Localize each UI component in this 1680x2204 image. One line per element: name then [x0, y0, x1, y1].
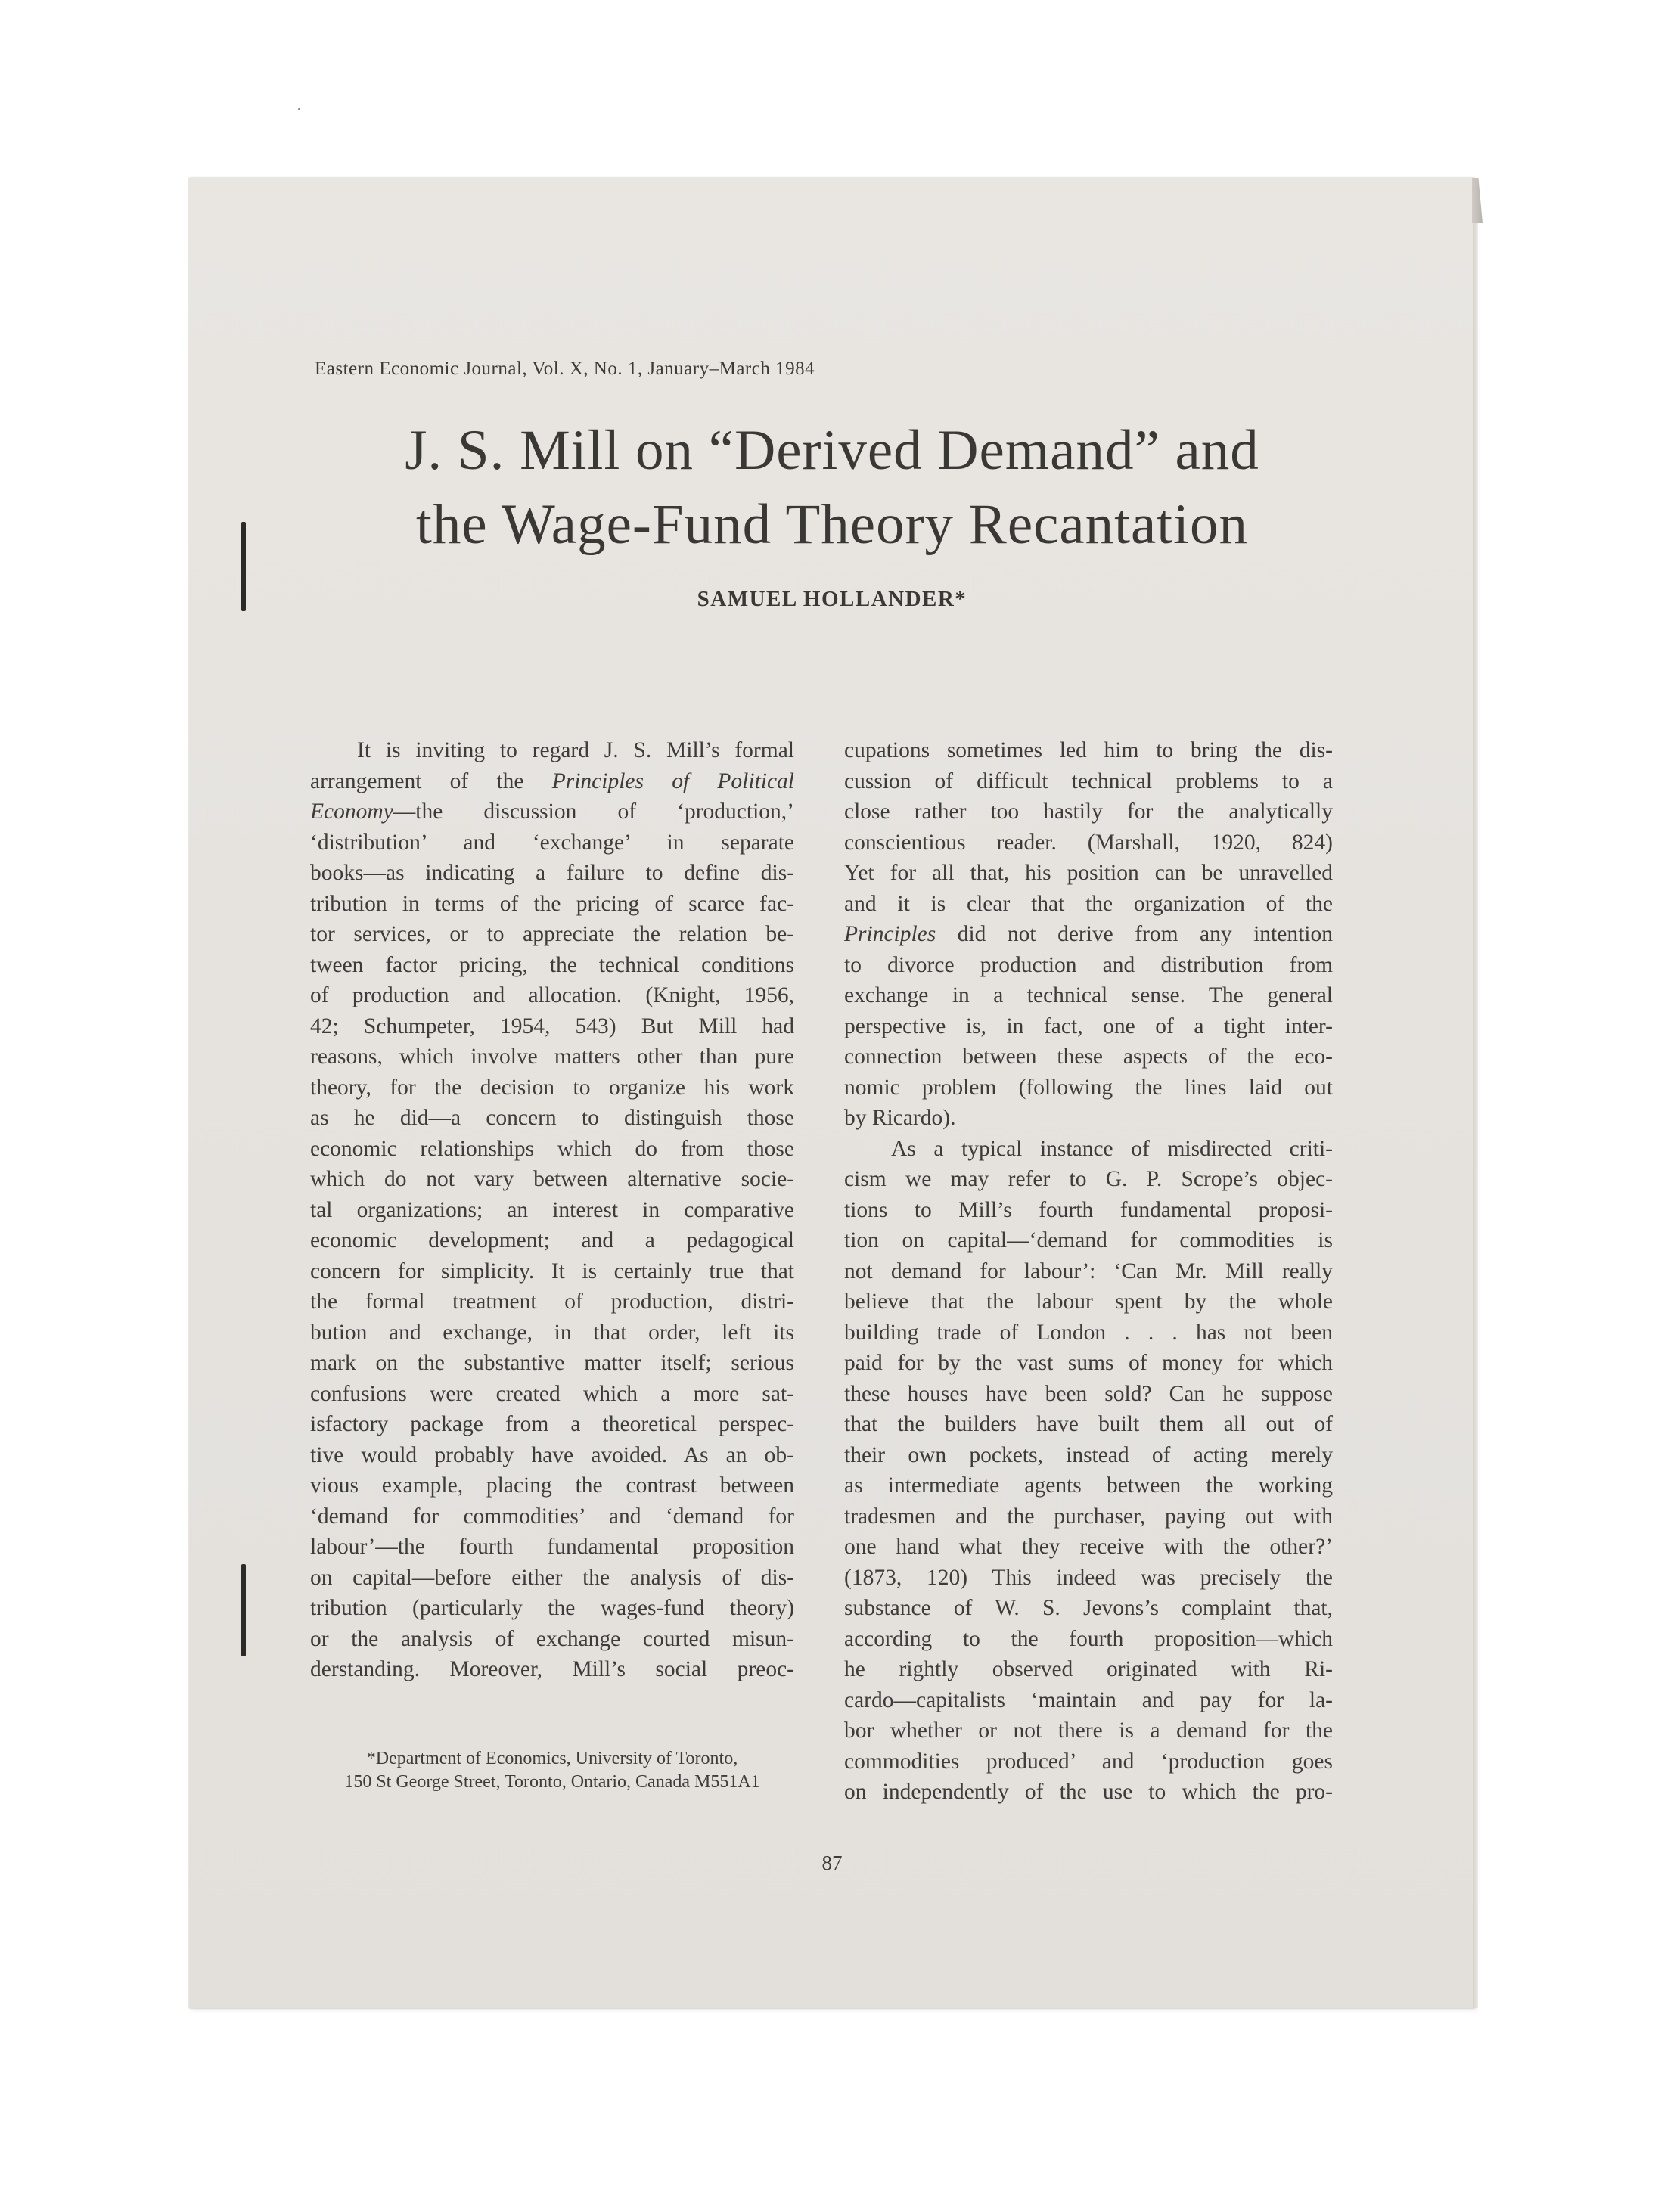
text-line: Economy—the discussion of ‘production,’ [310, 799, 794, 824]
text-line: tions to Mill’s fourth fundamental proposi- [844, 1197, 1333, 1222]
text-line: conscientious reader. (Marshall, 1920, 824) [844, 830, 1333, 855]
text-line: As a typical instance of misdirected criti- [891, 1136, 1333, 1161]
footnote-line: 150 St George Street, Toronto, Ontario, Canada M551A1 [344, 1772, 760, 1792]
text-line: according to the fourth proposition—which [844, 1626, 1333, 1651]
text-line: commodities produced’ and ‘production goes [844, 1749, 1333, 1774]
text-line: vious example, placing the contrast between [310, 1473, 794, 1498]
text-line: (1873, 120) This indeed was precisely the [844, 1565, 1333, 1590]
text-line: perspective is, in fact, one of a tight inter- [844, 1014, 1333, 1038]
text-line: Yet for all that, his position can be unravelled [844, 861, 1333, 885]
text-line: Principles did not derive from any intention [844, 922, 1333, 946]
text-line: exchange in a technical sense. The general [844, 983, 1333, 1007]
text-line: labour’—the fourth fundamental proposition [310, 1535, 794, 1559]
text-line: these houses have been sold? Can he suppose [844, 1381, 1333, 1406]
text-line: on independently of the use to which the pro- [844, 1780, 1333, 1804]
text-line: tribution in terms of the pricing of scarce fac- [310, 891, 794, 916]
text-line: close rather too hastily for the analytically [844, 799, 1333, 824]
left-column [310, 735, 794, 1685]
text-line: concern for simplicity. It is certainly true that [310, 1259, 794, 1284]
text-line: on capital—before either the analysis of dis- [310, 1565, 794, 1590]
text-line: economic development; and a pedagogical [310, 1228, 794, 1253]
text-line: mark on the substantive matter itself; serious [310, 1351, 794, 1375]
text-line: 42; Schumpeter, 1954, 543) But Mill had [310, 1014, 794, 1038]
text-line: books—as indicating a failure to define dis- [310, 861, 794, 885]
text-line: substance of W. S. Jevons’s complaint that, [844, 1596, 1333, 1620]
text-line: tween factor pricing, the technical conditions [310, 952, 794, 977]
author-affiliation-footnote [310, 1747, 794, 1794]
text-line: cussion of difficult technical problems to a [844, 768, 1333, 793]
text-line: ‘distribution’ and ‘exchange’ in separate [310, 830, 794, 855]
text-line: one hand what they receive with the other?’ [844, 1535, 1333, 1559]
text-line: cupations sometimes led him to bring the dis- [844, 738, 1333, 762]
text-line: or the analysis of exchange courted misun- [310, 1626, 794, 1651]
text-line: as he did—a concern to distinguish those [310, 1106, 794, 1130]
text-line: as intermediate agents between the working [844, 1473, 1333, 1498]
text-line: he rightly observed originated with Ri- [844, 1657, 1333, 1681]
text-line: tal organizations; an interest in comparative [310, 1197, 794, 1222]
text-line: of production and allocation. (Knight, 1956, [310, 983, 794, 1007]
text-line: derstanding. Moreover, Mill’s social preoc- [310, 1657, 794, 1681]
text-line: their own pockets, instead of acting merely [844, 1442, 1333, 1467]
text-line: connection between these aspects of the eco- [844, 1045, 1333, 1069]
text-line: tradesmen and the purchaser, paying out with [844, 1504, 1333, 1529]
dust-speck [298, 108, 300, 110]
text-line: tive would probably have avoided. As an ob- [310, 1442, 794, 1467]
article-title-line-2: the Wage-Fund Theory Recantation [416, 493, 1248, 556]
text-line: bor whether or not there is a demand for the [844, 1718, 1333, 1743]
page-number: 87 [821, 1852, 843, 1874]
text-line: cism we may refer to G. P. Scrope’s objec- [844, 1167, 1333, 1191]
text-line: arrangement of the Principles of Political [310, 768, 794, 793]
text-line: tor services, or to appreciate the relation be- [310, 922, 794, 946]
text-line: by Ricardo). [844, 1106, 956, 1130]
paper-edge [1473, 178, 1478, 2008]
text-line: not demand for labour’: ‘Can Mr. Mill really [844, 1259, 1333, 1284]
text-line: tribution (particularly the wages-fund theory) [310, 1596, 794, 1620]
text-line: reasons, which involve matters other than pure [310, 1045, 794, 1069]
journal-citation: Eastern Economic Journal, Vol. X, No. 1, January–March 1984 [315, 359, 815, 379]
text-line: nomic problem (following the lines laid out [844, 1075, 1333, 1100]
italic-title: Economy [310, 799, 393, 824]
text-line: and it is clear that the organization of the [844, 891, 1333, 916]
text-line: that the builders have built them all out of [844, 1412, 1333, 1436]
italic-title: Principles of Political [551, 768, 794, 793]
footnote-line: *Department of Economics, University of Toronto, [366, 1749, 738, 1768]
text-line: paid for by the vast sums of money for which [844, 1351, 1333, 1375]
italic-title: Principles [844, 922, 936, 946]
author-name: SAMUEL HOLLANDER* [697, 587, 967, 611]
text-line: confusions were created which a more sat- [310, 1381, 794, 1406]
page-corner [1472, 178, 1483, 223]
text-line: isfactory package from a theoretical perspec- [310, 1412, 794, 1436]
text-line: which do not vary between alternative socie- [310, 1167, 794, 1191]
text-line: economic relationships which do from those [310, 1136, 794, 1161]
text-line: believe that the labour spent by the whole [844, 1290, 1333, 1314]
right-column [844, 735, 1333, 1808]
text-line: theory, for the decision to organize his work [310, 1075, 794, 1100]
text-line: building trade of London . . . has not been [844, 1320, 1333, 1345]
text-line: It is inviting to regard J. S. Mill’s formal [357, 738, 794, 762]
text-line: cardo—capitalists ‘maintain and pay for la- [844, 1687, 1333, 1712]
text-line: to divorce production and distribution from [844, 952, 1333, 977]
staple-bottom [241, 1564, 246, 1656]
text-line: ‘demand for commodities’ and ‘demand for [310, 1504, 794, 1529]
text-line: tion on capital—‘demand for commodities is [844, 1228, 1333, 1253]
text-line: the formal treatment of production, distri- [310, 1290, 794, 1314]
article-title-line-1: J. S. Mill on “Derived Demand” and [405, 419, 1259, 482]
text-line: bution and exchange, in that order, left its [310, 1320, 794, 1345]
